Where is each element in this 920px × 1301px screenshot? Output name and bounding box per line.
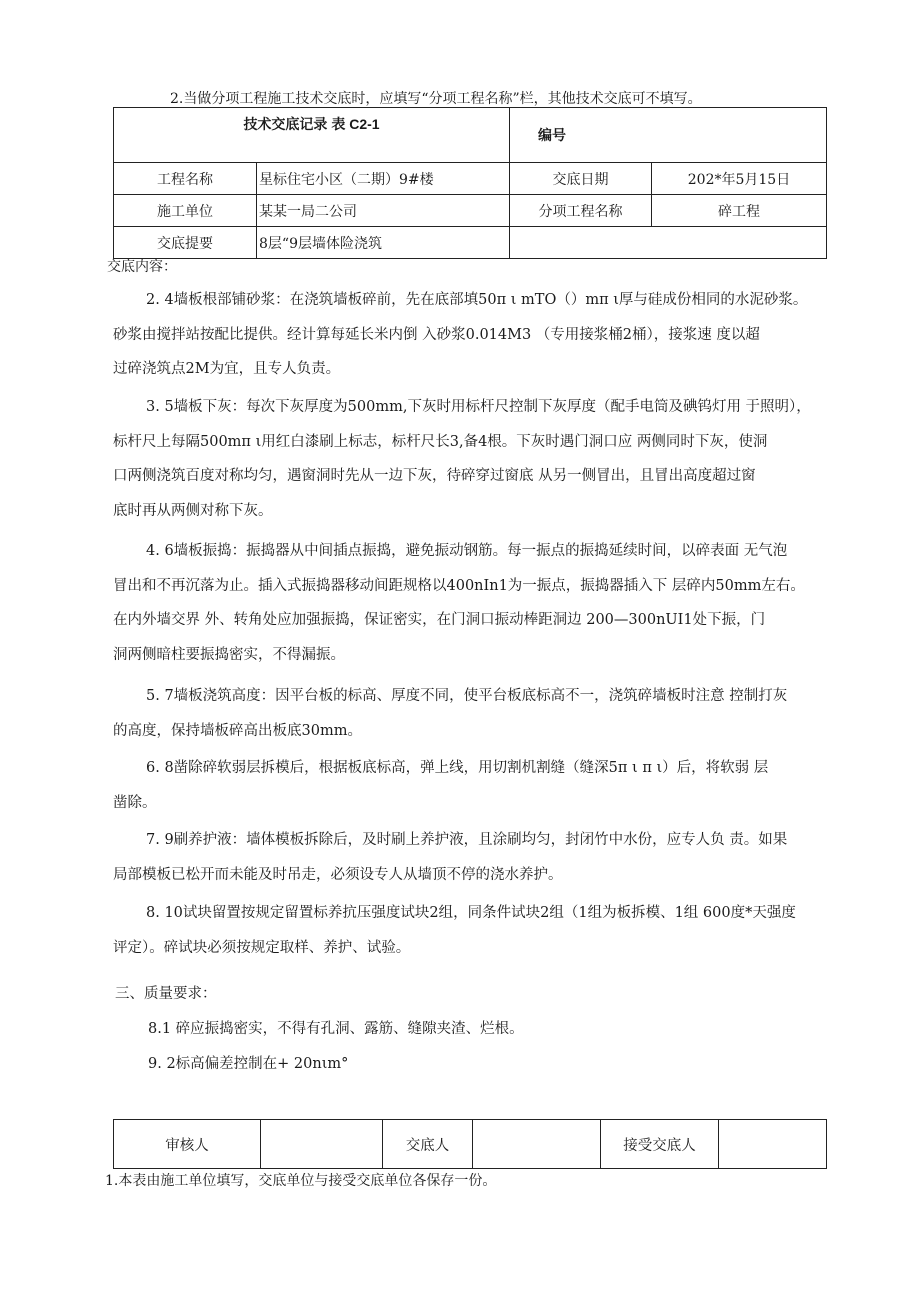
form-title: 技术交底记录 表 C2-1 <box>114 108 510 163</box>
paragraph-2 <box>113 390 833 528</box>
quality-item: 8.1 碎应振捣密实，不得有孔洞、露筋、缝隙夹渣、烂根。 <box>148 1021 524 1037</box>
reviewer-label: 审核人 <box>114 1120 261 1169</box>
contractor-label: 施工单位 <box>114 195 257 227</box>
paragraph-3 <box>113 534 833 672</box>
subproject-label: 分项工程名称 <box>510 195 652 227</box>
content-label: 交底内容： <box>107 259 177 275</box>
paragraph-line: 冒出和不再沉落为止。插入式振捣器移动间距规格以400nIn1为一振点，振捣器插入下 层碎内50mm左右。 <box>113 577 805 594</box>
paragraph-4 <box>113 679 833 748</box>
summary-label: 交底提要 <box>114 227 257 259</box>
paragraph-line: 的高度，保持墙板碎高出板底30mm。 <box>113 722 362 739</box>
date-value: 202*年5月15日 <box>652 163 827 195</box>
summary-empty-cell <box>510 227 827 259</box>
paragraph-line: 底时再从两侧对称下灰。 <box>113 502 273 519</box>
paragraph-line: 过碎浇筑点2M为宜，且专人负责。 <box>113 361 341 377</box>
paragraph-line: 凿除。 <box>113 794 157 811</box>
project-name-value: 星标住宅小区（二期）9#楼 <box>257 163 510 195</box>
discloser-value <box>473 1120 601 1169</box>
paragraph-line: 7. 9刷养护液：墙体模板拆除后，及时刷上养护液，且涂刷均匀，封闭竹中水份，应专人负 责。如果 <box>146 832 788 848</box>
paragraph-line: 口两侧浇筑百度对称均匀，遇窗洞时先从一边下灰，待碎穿过窗底 从另一侧冒出，且冒出高度超过窗 <box>113 468 756 484</box>
signature-table <box>113 1119 827 1169</box>
paragraph-line: 洞两侧暗柱要振捣密实，不得漏振。 <box>113 646 345 663</box>
paragraph-line: 8. 10试块留置按规定留置标养抗压强度试块2组，同条件试块2组（1组为板拆模、1组 600度*天强度 <box>146 905 796 921</box>
paragraph-line: 5. 7墙板浇筑高度：因平台板的标高、厚度不同，使平台板底标高不一，浇筑碎墙板时注意 控制打灰 <box>146 688 788 704</box>
paragraph-line: 3. 5墙板下灰：每次下灰厚度为500mm,下灰时用标杆尺控制下灰厚度（配手电筒及碘钨灯用 于照明）， <box>146 399 811 415</box>
foot-note: 1.本表由施工单位填写，交底单位与接受交底单位各保存一份。 <box>105 1173 497 1189</box>
paragraph-line: 砂浆由搅拌站按配比提供。经计算每延长米内倒 入砂浆0.014M3 （专用接浆桶2桶），接浆速 度以超 <box>113 326 760 343</box>
paragraph-1 <box>113 283 833 387</box>
discloser-label: 交底人 <box>383 1120 473 1169</box>
paragraph-line: 局部模板已松开而未能及时吊走，必须设专人从墙顶不停的浇水养护。 <box>113 866 563 883</box>
paragraph-line: 评定）。碎试块必须按规定取样、养护、试验。 <box>113 939 411 956</box>
paragraph-5 <box>113 751 833 820</box>
paragraph-line: 2. 4墙板根部铺砂浆：在浇筑墙板碎前，先在底部填50π ι mTO（）mπ ι厚与硅成份相同的水泥砂浆。 <box>146 292 808 308</box>
subproject-value: 碎工程 <box>652 195 827 227</box>
quality-item: 9. 2标高偏差控制在+ 20nιm° <box>148 1056 349 1072</box>
paragraph-line: 在内外墙交界 外、转角处应加强振捣，保证密实，在门洞口振动棒距洞边 200—300nUI1处下振，门 <box>113 612 766 628</box>
paragraph-6 <box>113 823 833 892</box>
contractor-value: 某某一局二公司 <box>257 195 510 227</box>
header-table <box>113 107 827 259</box>
date-label: 交底日期 <box>510 163 652 195</box>
number-label: 编号 <box>538 127 566 143</box>
summary-value: 8层“9层墙体险浇筑 <box>257 227 510 259</box>
number-field <box>510 108 827 163</box>
top-note: 2.当做分项工程施工技术交底时，应填写“分项工程名称”栏，其他技术交底可不填写。 <box>170 91 702 107</box>
paragraph-line: 标杆尺上每隔500mπ ι用红白漆刷上标志，标杆尺长3,备4根。下灰时遇门洞口应 两侧同时下灰，使洞 <box>113 433 768 450</box>
project-name-label: 工程名称 <box>114 163 257 195</box>
paragraph-7 <box>113 896 833 965</box>
paragraph-line: 4. 6墙板振捣：振捣器从中间插点振捣，避免振动钢筋。每一振点的振捣延续时间，以碎表面 无气泡 <box>146 543 788 559</box>
receiver-label: 接受交底人 <box>601 1120 719 1169</box>
reviewer-value <box>261 1120 383 1169</box>
quality-title: 三、质量要求： <box>115 986 217 1002</box>
receiver-value <box>719 1120 827 1169</box>
paragraph-line: 6. 8凿除碎软弱层拆模后，根据板底标高，弹上线，用切割机割缝（缝深5π ι π ι）后，将软弱 层 <box>146 760 769 776</box>
